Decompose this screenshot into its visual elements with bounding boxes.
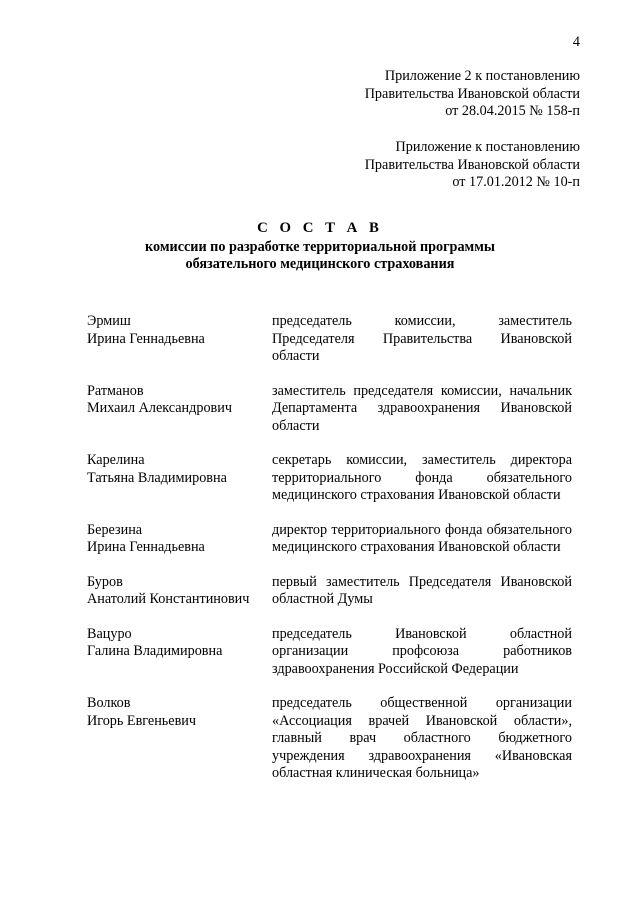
- member-entry: [87, 522, 572, 557]
- member-role: секретарь комиссии, заместитель директора территориального фонда обязательного медицинского страхования Ивановской области: [272, 452, 572, 503]
- member-surname: Ратманов: [87, 382, 144, 399]
- document-heading: [0, 220, 640, 274]
- appendix-original-line2: Правительства Ивановской области: [364, 156, 580, 173]
- member-entry: [87, 383, 572, 436]
- appendix-original-line1: Приложение к постановлению: [395, 139, 580, 155]
- member-given-names: Ирина Геннадьевна: [87, 539, 205, 555]
- heading-line1: комиссии по разработке территориальной программы: [145, 238, 495, 255]
- member-role: председатель общественной организации «Ассоциация врачей Ивановской области», главный врач областного бюджетного учреждения здравоохранения «Ивановская областная клиническая больница»: [272, 695, 572, 781]
- member-entry: [87, 313, 572, 366]
- member-surname: Карелина: [87, 452, 145, 468]
- appendix-current-line3: от 28.04.2015 № 158-п: [445, 103, 580, 119]
- member-given-names: Ирина Геннадьевна: [87, 330, 205, 347]
- member-name: [87, 574, 272, 609]
- member-given-names: Галина Владимировна: [87, 643, 223, 659]
- member-role: первый заместитель Председателя Ивановской областной Думы: [272, 573, 572, 607]
- appendix-original-line3: от 17.01.2012 № 10-п: [452, 174, 580, 190]
- member-role: заместитель председателя комиссии, начальник Департамента здравоохранения Ивановской области: [272, 382, 572, 434]
- member-surname: Эрмиш: [87, 313, 131, 329]
- commission-member-list: [87, 313, 572, 800]
- appendix-current-line2: Правительства Ивановской области: [364, 85, 580, 102]
- appendix-current-reference: [365, 68, 580, 121]
- member-surname: Березина: [87, 521, 143, 538]
- heading-line2: обязательного медицинского страхования: [185, 256, 455, 272]
- document-title: С О С Т А В: [257, 220, 383, 236]
- member-role: председатель Ивановской областной организации профсоюза работников здравоохранения Российской Федерации: [272, 625, 572, 677]
- appendix-current-line1: Приложение 2 к постановлению: [384, 68, 580, 84]
- member-given-names: Михаил Александрович: [87, 400, 232, 416]
- member-name: [87, 626, 272, 679]
- member-entry: [87, 452, 572, 505]
- member-name: [87, 522, 272, 557]
- member-surname: Волков: [87, 695, 131, 711]
- member-name: [87, 313, 272, 366]
- member-given-names: Татьяна Владимировна: [87, 469, 227, 486]
- member-entry: [87, 695, 572, 783]
- member-surname: Буров: [87, 573, 123, 590]
- member-role: директор территориального фонда обязательного медицинского страхования Ивановской области: [272, 521, 572, 555]
- appendix-original-reference: [365, 139, 580, 192]
- member-name: [87, 695, 272, 783]
- member-given-names: Игорь Евгеньевич: [87, 712, 196, 729]
- member-entry: [87, 574, 572, 609]
- member-entry: [87, 626, 572, 679]
- member-name: [87, 452, 272, 505]
- member-given-names: Анатолий Константинович: [87, 591, 250, 607]
- page-number: 4: [572, 34, 580, 50]
- member-surname: Вацуро: [87, 625, 132, 642]
- member-name: [87, 383, 272, 436]
- member-role: председатель комиссии, заместитель Председателя Правительства Ивановской области: [272, 313, 572, 364]
